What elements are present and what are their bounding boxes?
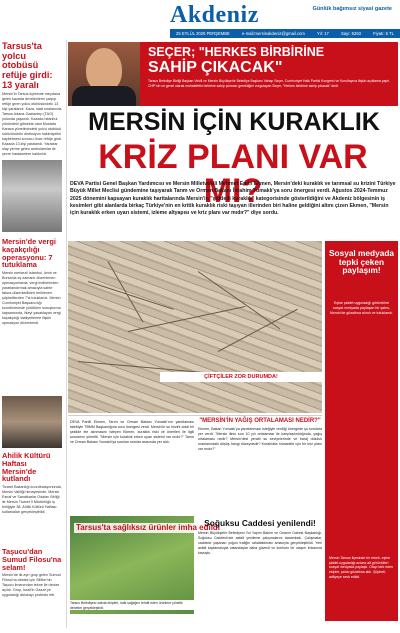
issue-price: Fiyatı: 5 TL <box>373 31 394 36</box>
story-title: Ahilik Kültürü Haftası Mersin'de kutlandı <box>2 451 51 484</box>
story-rainfall[interactable] <box>70 418 194 445</box>
headline-lede: DEVA Partisi Genel Başkan Yardımcısı ve Mersin Milletvekili Mehmet Emin Ekmen, Mersin'deki kuraklık ve tarımsal su krizini Türkiye Büyük Millet Meclisi gündemine taşıyarak Tarım ve Orman Bakanı İbrahim Yumaklı'ya soru önergesi verdi. Ağustos 2024-Temmuz 2025 dönemini kapsayan kuraklık haritalarında Mersin'in "şiddetli kuraklık" kategorisinde gösterildiğini ve Akdeniz bölgesinin iş kesimleri gibi alanlarda birkaç Türkiye'nin en kritik kuraklık riski taşıyan illerinden biri haline geldiğini altını çizen Ekmen, "Mersin için kuraklık erken uyarı sistemi, izleme altyapısı ve kriz planı var mıdır?" diye sordu. <box>70 181 396 217</box>
social-text: Mersin Tarsus ilçesinde bir erkek, eşine şiddet uyguladığı anlara ait görüntüleri sosyal medyada paylaştı. Olayı fark eden ekipler, şahsı gözaltına aldı. Şüpheli, adliyeye sevk edildi. <box>329 556 394 579</box>
masthead <box>0 0 400 26</box>
story-text: Ekmen, Bakan Yumaklı'ya yanıtlanması isteğiyle verdiği önergede şu sorulara yer verdi: "Mersin ilinin son 10 yılı ortalaması ile karşılaştırıldığında, yağış ortalaması nedir? Mersin'deki yeraltı su seviyelerinde ve baraj doluluk oranlarındaki düşüş hangi düzeydedir? Kuraklıkla mücadele için bir kriz planı var mıdır?" <box>198 426 322 452</box>
secer-title-line2: SAHİP ÇIKACAK" <box>148 59 283 76</box>
section-rule <box>68 415 322 416</box>
contact-email[interactable]: e-mail:mersinakdeniz@gmail.com <box>241 31 305 36</box>
story-photo-ahilik <box>2 396 62 448</box>
headline-kicker[interactable]: MERSİN İÇİN KURAKLIK <box>88 108 380 136</box>
left-column <box>0 0 64 633</box>
story-ahilik[interactable] <box>2 452 62 515</box>
story-title: "MERSİN'İN YAĞIŞ ORTALAMASI NEDİR?" <box>199 418 321 424</box>
story-title: Tarsus'ta yolcu otobüsü refüje girdi: 13 yaralı <box>2 41 53 90</box>
drought-photo <box>68 241 322 413</box>
newspaper-logo[interactable]: Akdeniz <box>170 2 259 28</box>
tagline: Günlük bağımsız siyasi gazete <box>312 6 392 12</box>
story-tax-fraud[interactable] <box>2 238 62 326</box>
story-text: DEVA Partili Ekmen, Tarım ve Orman Bakanı Yumaklı'nın yanıtlaması talebiyle TBMM Başkanlığına soru önergesi verdi. Mersin'in su krizini ciddi bir şekilde ele alınmasını isteyen Ekmen, kuraklık riski ve önerileri ile ilgili sorularını yöneltti. "Mersin için kuraklık erken uyarı sistemi var mıdır?" Tarım ve Orman Bakanı Yumaklı'ya sorulan sorular arasında yer aldı. <box>70 420 194 445</box>
tarsus-caption: Tarsus Belediyesi zabıta ekipleri, halk sağlığını tehdit eden ürünlere yönelik denetim gerçekleştirdi. <box>70 600 194 610</box>
secer-title-line1: SEÇER; "HERKES BİRBİRİNE <box>148 45 325 59</box>
social-sub: Eşine şiddet uyguladığı görüntüleri sosyal medyada paylaşan bir şahıs, Mersin'de gözaltına alındı ve tutuklandı. <box>329 301 394 315</box>
issue-number: Sayı: 5263 <box>340 31 361 36</box>
social-media-box[interactable] <box>325 241 398 621</box>
story-tarsus-bus[interactable] <box>2 42 62 157</box>
story-text: Mersin'in Tarsus ilçesinde meydana gelen kazada devrilenlerin çarpıp refüje giren yolcu otobüsündeki 13 kişi yaralandı. Kaza, saat sıralarında Tarsus Adana-Gaziantep (TAG) yolunda yaşandı. Kazada İstanbul yönündeki gitmekte olan Mustafa Karaca yönetimindeki yolcu otobüsü sürücüsünün direksiyon hakimiyetini kaybetmesi sonucu önce refüje girdi. Kazada 13 kişi yaralandı. Yaralılar olay yerine gelen ambulanslar ile çevre hastanelere kaldırıldı. <box>2 92 62 157</box>
story-text: Mersin'de iki ayrı grup gelen Sumud Filosu'na destek için Silifke'nin Taşucu limanından tekne ile denize açıldı. Grup, İsrail'in Gazze'ye uyguladığı ablukayı protesto etti. <box>2 573 61 598</box>
story-tasucu[interactable] <box>2 548 62 598</box>
photo-caption: ÇİFTÇİLER ZOR DURUMDA! <box>160 372 322 382</box>
story-title: Mersin'de vergi kaçakçılığı operasyonu: 7 tutuklama <box>2 237 56 270</box>
story-photo-bus <box>2 160 62 232</box>
issue-info-bar <box>170 29 400 38</box>
secer-text: Tarsus Belediye Birliği Başkan Vekili ve Mersin Büyükşehir Belediye Başkanı Vahap Seçer, Cumhuriyet Halk Partisi Kongresi ve Kurultayına ilişkin açıklama yaptı. CHP'nin ve genel olarak muhalefetin birbirine sahip çıkması gerektiğini vurgulayan Seçer, "Herkes birbirine sahip çıkacak" dedi. <box>148 79 391 88</box>
soguksu-text: Mersin Büyükşehir Belediyesi Yol Yapım Bakım ve Onarım Dairesi Başkanlığı, Soğuksu Caddesi'nde asfalt yenileme çalışmalarını tamamladı. Çalışmalar, caddede yaşanan yoğun trafiğin rahatlatılması amacıyla gerçekleştirildi. Yeni asfalt kaplamasıyla vatandaşlar daha güvenli ve konforlu bir ulaşım imkanına kavuştu. <box>198 531 322 555</box>
tarsus-title[interactable]: Tarsus'ta sağlıksız ürünler imha edildi <box>76 523 221 532</box>
soguksu-title[interactable]: Soğuksu Caddesi yenilendi! <box>204 518 316 528</box>
story-text: Mersin merkezli İstanbul, İzmir ve Bursa'da eş zamanlı düzenlenen operasyonlarda, vergi indiriminden yararlandırmak amacıyla sahte fatura düzenledikleri belirlenen şüphelilerden 7'si tutuklandı. Mersin Cumhuriyet Başsavcılığı koordinesinde yürütülen soruşturma kapsamında, ilkeyi yasaklayan vergi kaçakçılığı faaliyetlerine ilişkin operasyon düzenlendi. <box>2 271 61 325</box>
story-title: Taşucu'dan Sumud Filosu'na selam! <box>2 547 62 572</box>
social-title: Sosyal medyada tepki çeken paylaşım! <box>328 248 395 276</box>
issue-year: Yıl: 17 <box>316 31 329 36</box>
story-rainfall-2[interactable] <box>198 418 322 452</box>
secer-portrait <box>68 42 140 106</box>
story-text: Ticaret Bakanlığı koordinasyonunda, Mersin Valiliği himayesinde, Mersin Esnaf ve Sanatkarlar Odaları Birliği ile Mersin Ticaret İl Müdürlüğü iş birliğiyle 38. Ahilik Kültürü Haftası kutlamaları gerçekleştirildi. <box>2 485 62 514</box>
issue-date: 25 EYLÜL 2025 PERŞEMBE <box>176 31 230 36</box>
column-divider <box>66 40 67 628</box>
secer-banner[interactable] <box>68 42 398 106</box>
headline-main[interactable]: KRİZ PLANI VAR MI? <box>98 138 368 210</box>
